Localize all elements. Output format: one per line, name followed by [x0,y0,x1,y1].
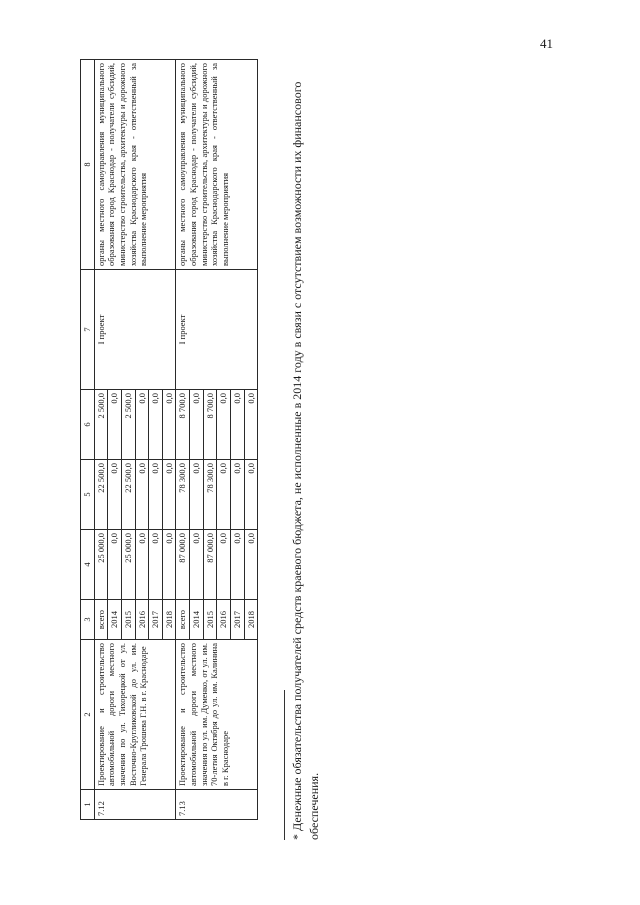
period-cell: 2015 [203,600,217,640]
amount-total: 87 000,0 [176,530,190,600]
row-stage: I проект [94,270,176,390]
period-cell: 2016 [217,600,231,640]
amount-local: 8 700,0 [203,390,217,460]
amount-regional: 78 300,0 [176,460,190,530]
col-header-4: 4 [81,530,95,600]
amount-total: 25 000,0 [94,530,108,600]
amount-local: 0,0 [190,390,204,460]
row-name: Проектирование и строительство автомобильной дороги местного значения по ул. Тихорецкой от ул. Восточно-Кругликовской до ул. им. Генерала Трошева Г.Н. в г. Краснодаре [94,640,176,790]
col-header-1: 1 [81,790,95,820]
amount-regional: 0,0 [149,460,163,530]
amount-local: 2 500,0 [121,390,135,460]
period-cell: 2014 [108,600,122,640]
period-cell: 2015 [121,600,135,640]
table-row [94,60,108,820]
amount-regional: 0,0 [217,460,231,530]
period-cell: 2018 [162,600,176,640]
amount-regional: 0,0 [162,460,176,530]
amount-total: 0,0 [135,530,149,600]
amount-regional: 22 500,0 [121,460,135,530]
period-cell: 2017 [230,600,244,640]
amount-regional: 0,0 [244,460,258,530]
period-cell: всего [94,600,108,640]
amount-regional: 0,0 [135,460,149,530]
footnote-block [284,80,323,840]
amount-total: 0,0 [162,530,176,600]
amount-total: 87 000,0 [203,530,217,600]
row-responsible: органы местного самоуправления муниципального образования город Краснодар - получатели субсидий, министерство строительства, архитектуры и дорожного хозяйства Краснодарского края - ответственный за выполнение мероприятия [176,60,258,270]
amount-total: 0,0 [108,530,122,600]
row-id: 7.13 [176,790,258,820]
amount-local: 2 500,0 [94,390,108,460]
header-row [81,60,95,820]
footnote-rule [284,690,285,840]
period-cell: 2016 [135,600,149,640]
amount-regional: 0,0 [108,460,122,530]
table-row [176,60,190,820]
footnote-text: * Денежные обязательства получателей средств краевого бюджета, не исполненные в 2014 году в связи с отсутствием возможности их финансового обеспечения. [290,81,321,840]
period-cell: 2014 [190,600,204,640]
amount-total: 0,0 [244,530,258,600]
amount-local: 0,0 [217,390,231,460]
row-responsible: органы местного самоуправления муниципального образования город Краснодар - получатели субсидий, министерство строительства, архитектуры и дорожного хозяйства Краснодарского края - ответственный за выполнение мероприятия [94,60,176,270]
amount-total: 0,0 [149,530,163,600]
page-number: 41 [540,36,553,51]
amount-local: 0,0 [108,390,122,460]
amount-local: 0,0 [135,390,149,460]
amount-local: 0,0 [230,390,244,460]
col-header-3: 3 [81,600,95,640]
amount-local: 0,0 [244,390,258,460]
amount-regional: 78 300,0 [203,460,217,530]
col-header-6: 6 [81,390,95,460]
amount-regional: 22 500,0 [94,460,108,530]
col-header-5: 5 [81,460,95,530]
row-id: 7.12 [94,790,176,820]
amount-total: 0,0 [190,530,204,600]
amount-regional: 0,0 [190,460,204,530]
period-cell: 2018 [244,600,258,640]
amount-regional: 0,0 [230,460,244,530]
col-header-7: 7 [81,270,95,390]
amount-total: 25 000,0 [121,530,135,600]
row-name: Проектирование и строительство автомобильной дороги местного значения по ул. им. Думенко, от ул. им. 70-летия Октября до ул. им. Калинина в г. Краснодаре [176,640,258,790]
amount-local: 8 700,0 [176,390,190,460]
period-cell: 2017 [149,600,163,640]
col-header-8: 8 [81,60,95,270]
row-stage: I проект [176,270,258,390]
amount-local: 0,0 [162,390,176,460]
period-cell: всего [176,600,190,640]
amount-local: 0,0 [149,390,163,460]
amount-total: 0,0 [217,530,231,600]
program-table [80,59,258,820]
col-header-2: 2 [81,640,95,790]
amount-total: 0,0 [230,530,244,600]
